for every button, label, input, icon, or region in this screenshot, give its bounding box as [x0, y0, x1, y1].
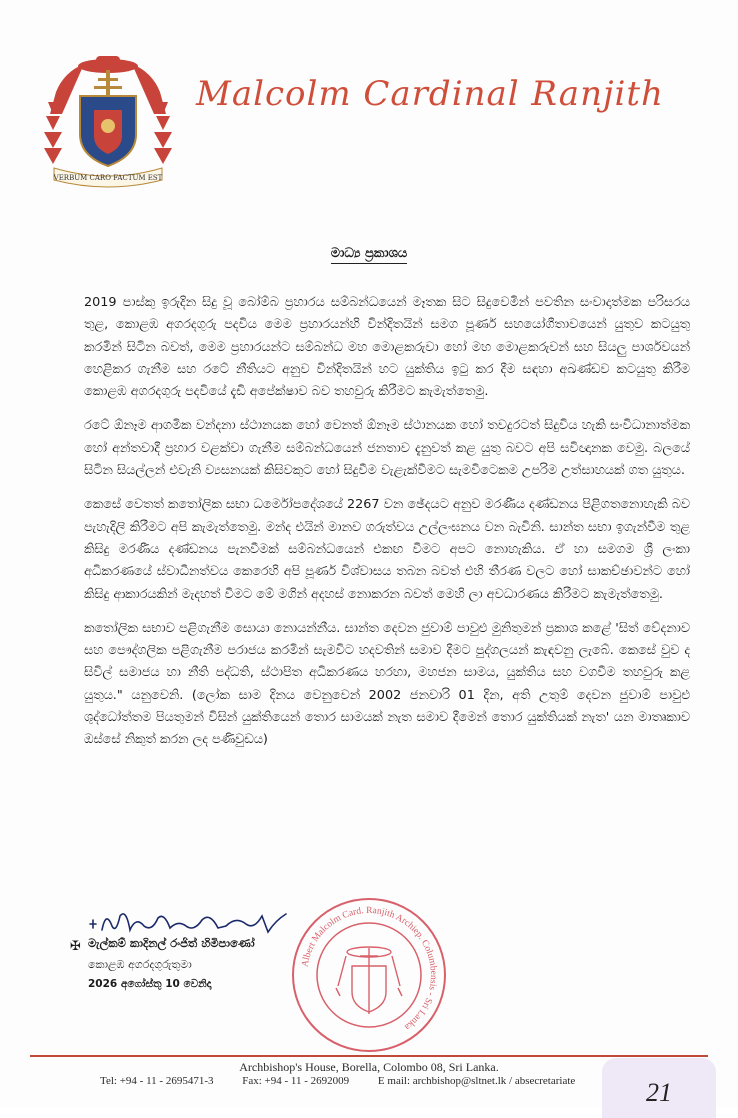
- crest-motto: VERBUM CARO FACTUM EST: [53, 174, 163, 182]
- page-title-text: මාධ්‍ය ප්‍රකාශය: [331, 246, 408, 264]
- letterhead-name: Malcolm Cardinal Ranjith: [196, 74, 664, 114]
- letter-date: 2026 අගෝස්තු 10 වෙනිදා: [88, 978, 212, 990]
- footer-divider: [30, 1055, 708, 1057]
- signatory-title: කොළඹ අගරදගුරුතුමා: [88, 958, 192, 971]
- page-title: [0, 246, 738, 261]
- archbishop-crest-icon: [44, 44, 172, 194]
- paragraph-2: රටේ ඕනෑම ආගමික වන්දනා ස්ථානයක හෝ වෙනත් ඕනෑම ස්ථානයක හෝ තවදුරටත් සිදුවිය හැකි සංවිධානාත්මක හෝ අන්තවාදී ප්‍රහාර වළක්වා ගැනීම සම්බන්ධයෙන් ජනතාව දැනුවත් කළ යුතු බවට අපි සවිඥානක වෙමු. බලයේ සිටින සියල්ලන් එවැනි ව්‍යසනයක් කිසිවකුට හෝ සිදුවීම වැළැක්වීමට සැමවිටෙකම උපරිම උත්සාහයක් ගත යුතුය.: [84, 418, 690, 479]
- page-number-tag: 21: [602, 1058, 716, 1118]
- cross-icon: ✠: [70, 939, 81, 954]
- paragraph-1: 2019 පාස්කු ඉරුදින සිදු වූ බෝම්බ ප්‍රහාරය සම්බන්ධයෙන් මෑතක සිට සිදුවෙමින් පවතින සංවාදාත්මක පරිසරය තුළ, කොළඹ අගරදගුරු පදවිය මෙම ප්‍රහාරයන්හි වින්දිතයින් සමග පූර්ණ සහයෝගීතාවයෙන් යුතුව කටයුතු කරමින් සිටින බවත්, මෙම ප්‍රහාරයන්ට සම්බන්ධ මහ මොළකරුවා හෝ මහ මොළකරුවන් සහ සියලු පාර්ශවයන් හෙළිකර ගැනීම සහ රටේ නීතියට අනුව වින්දිතයින් හට යුක්තිය ඉටු කර දීම සඳහා අඛණ්ඩව කටයුතු කිරීම කොළඹ අගරදගුරු පදවියේ දැඩි අපේක්ෂාව බව තහවුරු කිරීමට කැමැත්තෙමු.: [84, 295, 690, 400]
- footer-fax: Fax: +94 - 11 - 2692009: [242, 1075, 350, 1087]
- letter-body: [84, 292, 690, 764]
- footer-tel: Tel: +94 - 11 - 2695471-3: [100, 1075, 214, 1087]
- handwritten-signature: [86, 906, 296, 938]
- paragraph-4: කතෝලික සභාව පළිගැනීම සොයා නොයන්නීය. සාන්ත දෙවන ජුවාම් පාවුළු මුනිතුමන් ප්‍රකාශ කළේ 'සිත් වේදනාව සහ පෞද්ගලික පළිගැනීම පරාජය කරමින් සැමවිට හදවතින් සමාව දීමට පුද්ගලයන් කැඳවනු ලැබේ. කෙසේ වුව ද සිවිල් සමාජය හා නීති පද්ධති, ස්ථාපිත අධිකරණය හරහා, මහජන සාමය, යුක්තිය සහ වගවීම තහවුරු කළ යුතුය." යනුවෙනි. (ලෝක සාම දිනය වෙනුවෙන් 2002 ජනවාරි 01 දින, අති උතුම් දෙවන ජුවාම් පාවුළු ශුද්ධෝත්තම පියතුමන් විසින් යුක්තියෙන් තොර සාමයක් නැත සමාව දීමෙන් තොර යුක්තියක් නැත' යන මාතෘකාව ඔස්සේ නිකුත් කරන ලද පණිවුඩය): [84, 620, 690, 748]
- paragraph-3: කෙසේ වෙතත් කතෝලික සභා ධර්මෝපදේශයේ 2267 වන ඡේදයට අනුව මරණීය දණ්ඩනය පිළිගතනොහැකි බව පැහැදිලි කිරීමට අපි කැමැත්තෙමු. මන්ද එයින් මානව ගරුත්වය උල්ලංඝනය වන බැවිනි. සාන්ත සභා ඉගැන්වීම තුළ කිසිදු මරණීය දණ්ඩනය පැනවීමක් සම්බන්ධයෙන් එකඟ වීමට අපට නොහැකිය. ඒ හා සමගම ශ්‍රී ලංකා අධිකරණයේ ස්වාධීනත්වය කෙරෙහි අපි පූර්ණ විශ්වාසය තබන බවත් එහි තීරණ වලට හෝ සාකච්ඡාවන්ට හෝ කිසිදු ආකාරයකින් මැදහත් වීමට මේ මගින් අදහස් නොකරන බවත් මෙහි ලා අවධාරණය කිරීමට කැමැත්තෙමු.: [84, 497, 690, 602]
- official-seal-stamp: [290, 896, 448, 1054]
- footer-contact: [100, 1075, 601, 1087]
- signatory-name: මැල්කම් කාදිනල් රංජිත් හිමිපාණෝ: [88, 936, 255, 950]
- footer-email: E mail: archbishop@sltnet.lk / absecretariate: [377, 1075, 576, 1087]
- footer-address: Archbishop's House, Borella, Colombo 08, Sri Lanka.: [239, 1060, 499, 1074]
- svg-text:Albert Malcolm Card. Ranjith A: Albert Malcolm Card. Ranjith Archiep. Columbensis - Sri Lanka: [300, 905, 439, 1032]
